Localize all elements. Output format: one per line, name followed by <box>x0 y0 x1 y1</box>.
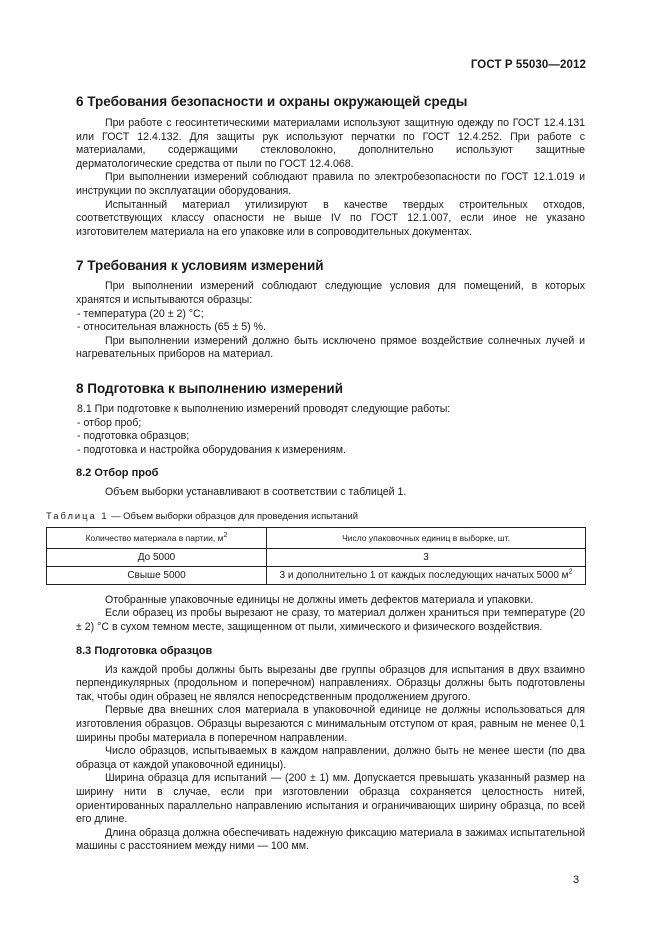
table-header-package-count: Число упаковочных единиц в выборке, шт. <box>267 527 586 548</box>
section-7-paragraph-2: При выполнении измерений должно быть исключено прямое воздействие солнечных лучей и нагревательных приборов на материал. <box>76 334 585 361</box>
post-table-paragraph-1: Отобранные упаковочные единицы не должны иметь дефектов материала и упаковки. <box>105 593 534 606</box>
section-7-list-item-2: - относительная влажность (65 ± 5) %. <box>77 321 266 334</box>
subsection-8-3-paragraph-2: Первые два внешних слоя материала в упаковочной единице не должны использоваться для изготовления образцов. Образцы вырезаются с минимальным отступом от края, равным не менее 0,1 ширины пробы материала в поперечном направлении. <box>76 704 585 744</box>
page-number: 3 <box>573 874 580 886</box>
section-6-paragraph-1: При работе с геосинтетическими материалами используют защитную одежду по ГОСТ 12.4.131 или ГОСТ 12.4.132. Для защиты рук используют перчатки по ГОСТ 12.4.252. При работе с материалами, содержащими стекловолокно, дополнительно используют защитные дерматологические средства от пыли по ГОСТ 12.4.068. <box>76 117 585 170</box>
table-row <box>47 548 586 566</box>
table-cell-count <box>267 548 586 566</box>
table-cell-quantity: До 5000 <box>47 548 267 566</box>
section-8-list-item-3: - подготовка и настройка оборудования к измерениям. <box>77 443 346 456</box>
table-caption <box>46 510 585 522</box>
section-6-paragraph-3: Испытанный материал утилизируют в качестве твердых строительных отходов, соответствующих классу опасности не выше IV по ГОСТ 12.1.007, если иное не указано изготовителем материала на его упаковке или в сопроводительных документах. <box>76 198 585 238</box>
section-6-paragraph-2: При выполнении измерений соблюдают правила по электробезопасности по ГОСТ 12.1.019 и инструкции по эксплуатации оборудования. <box>76 171 585 197</box>
table-cell-count <box>267 566 586 584</box>
section-6-title: 6 Требования безопасности и охраны окружающей среды <box>76 94 468 109</box>
section-8-1-paragraph: 8.1 При подготовке к выполнению измерений проводят следующие работы: <box>77 402 451 415</box>
table-cell-count-text: 3 <box>423 551 429 563</box>
page-content <box>46 90 585 854</box>
table-caption-text: — Объем выборки образцов для проведения испытаний <box>108 509 358 521</box>
subsection-8-3-paragraph-1: Из каждой пробы должны быть вырезаны две группы образцов для испытания в двух взаимно перпендикулярных (продольном и поперечном) направлениях. Образцы должны быть подготовлены так, чтобы один образец не являлся непосредственным продолжением другого. <box>76 663 585 703</box>
subsection-8-3-title: 8.3 Подготовка образцов <box>76 644 213 657</box>
sample-volume-table <box>46 527 586 585</box>
section-7-title: 7 Требования к условиям измерений <box>76 258 324 274</box>
table-row <box>47 566 586 584</box>
table-cell-unit-superscript: 2 <box>568 568 573 576</box>
section-8-list-item-2: - подготовка образцов; <box>77 430 190 443</box>
section-7-paragraph-1: При выполнении измерений соблюдают следующие условия для помещений, в которых хранятся и испытываются образцы: <box>76 280 585 306</box>
section-8-title: 8 Подготовка к выполнению измерений <box>76 380 343 396</box>
section-7-list-item-1: - температура (20 ± 2) °С; <box>77 307 204 320</box>
table-header-material-quantity <box>47 527 267 548</box>
standard-header: ГОСТ Р 55030—2012 <box>470 59 586 71</box>
post-table-paragraph-2: Если образец из пробы вырезают не сразу, то материал должен храниться при температуре (20 ± 2) °С в сухом темном месте, защищенном от пыли, химического и физического воздействия. <box>76 607 585 634</box>
table-caption-label: Таблица 1 <box>46 509 109 521</box>
subsection-8-2-paragraph: Объем выборки устанавливают в соответствии с таблицей 1. <box>105 486 407 499</box>
table-cell-quantity: Свыше 5000 <box>47 566 267 584</box>
subsection-8-3-paragraph-4: Ширина образца для испытаний — (200 ± 1) мм. Допускается превышать указанный размер на ширину нити в случае, если при изготовлении образца сохраняется целостность нитей, ориентированных параллельно направлению испытания и ограничивающих ширину образца, по всей его длине. <box>76 772 585 826</box>
subsection-8-2-title: 8.2 Отбор проб <box>76 467 159 480</box>
section-8-list-item-1: - отбор проб; <box>77 416 142 429</box>
subsection-8-3-paragraph-5: Длина образца должна обеспечивать надежную фиксацию материала в зажимах испытательной машины с расстоянием между ними — 100 мм. <box>76 826 585 853</box>
table-cell-count-text: 3 и дополнительно 1 от каждых последующих начатых 5000 м <box>279 569 569 581</box>
table-header-material-quantity-text: Количество материала в партии, м <box>85 532 224 543</box>
subsection-8-3-paragraph-3: Число образцов, испытываемых в каждом направлении, должно быть не менее шести (по два образца от каждой упаковочной единицы). <box>76 745 585 771</box>
table-header-unit-superscript: 2 <box>223 532 228 540</box>
table-header-row <box>47 527 586 548</box>
